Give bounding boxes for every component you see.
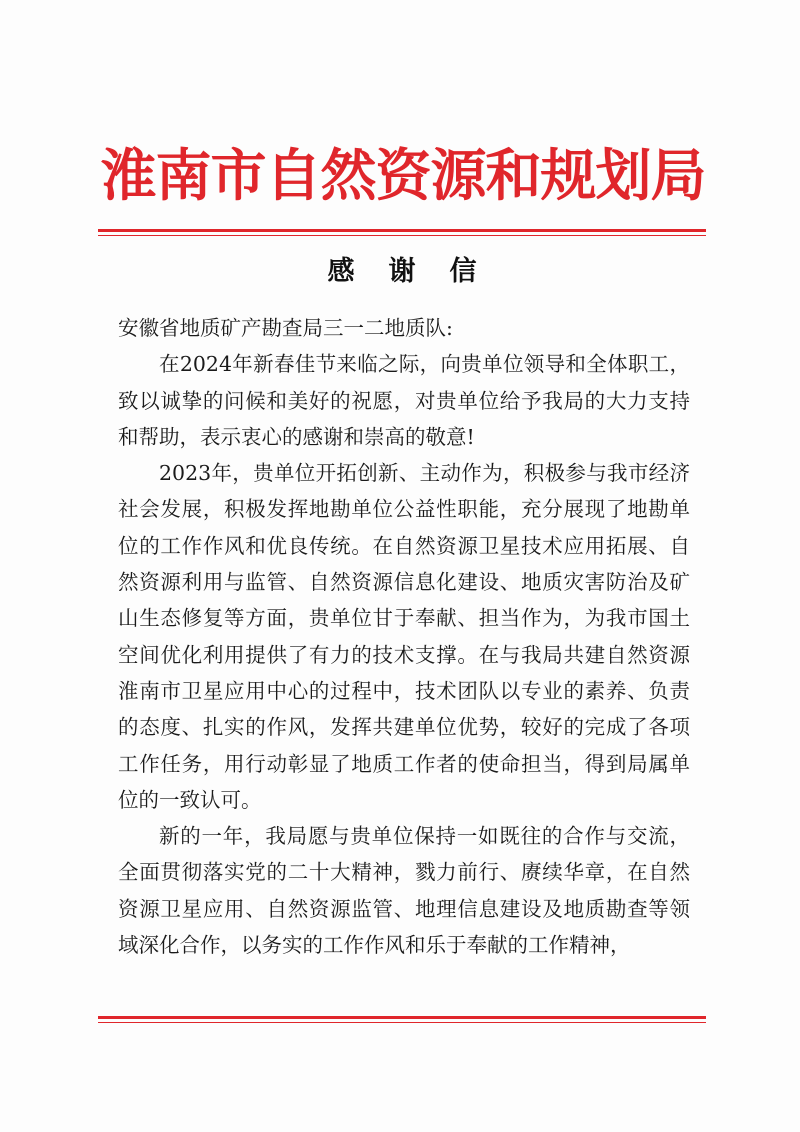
letter-paragraph-2: 2023年，贵单位开拓创新、主动作为，积极参与我市经济社会发展，积极发挥地勘单位公益性职能，充分展现了地勘单位的工作作风和优良传统。在自然资源卫星技术应用拓展、自然资源利用与监管、自然资源信息化建设、地质灾害防治及矿山生态修复等方面，贵单位甘于奉献、担当作为，为我市国土空间优化利用提供了有力的技术支撑。在与我局共建自然资源淮南市卫星应用中心的过程中，技术团队以专业的素养、负责的态度、扎实的作风，发挥共建单位优势，较好的完成了各项工作任务，用行动彰显了地质工作者的使命担当，得到局属单位的一致认可。 (118, 461, 690, 812)
letter-paragraph-1: 在2024年新春佳节来临之际，向贵单位领导和全体职工，致以诚挚的问候和美好的祝愿，对贵单位给予我局的大力支持和帮助，表示衷心的感谢和崇高的敬意! (118, 352, 690, 449)
letterhead-org-name: 淮南市自然资源和规划局 (100, 143, 706, 209)
letter-title: 感谢信 (327, 256, 511, 287)
letter-salutation: 安徽省地质矿产勘查局三一二地质队: (118, 316, 453, 340)
letter-body (118, 310, 690, 963)
footer-rule-thin (98, 1022, 706, 1023)
letter-paragraph-3: 新的一年，我局愿与贵单位保持一如既往的合作与交流，全面贯彻落实党的二十大精神，戮力前行、赓续华章，在自然资源卫星应用、自然资源监管、地理信息建设及地质勘查等领域深化合作，以务实的工作作风和乐于奉献的工作精神， (118, 824, 690, 958)
footer-rule-thick (98, 1016, 706, 1019)
letterhead-rule-thick (98, 229, 706, 232)
letterhead-rule-thin (98, 235, 706, 236)
